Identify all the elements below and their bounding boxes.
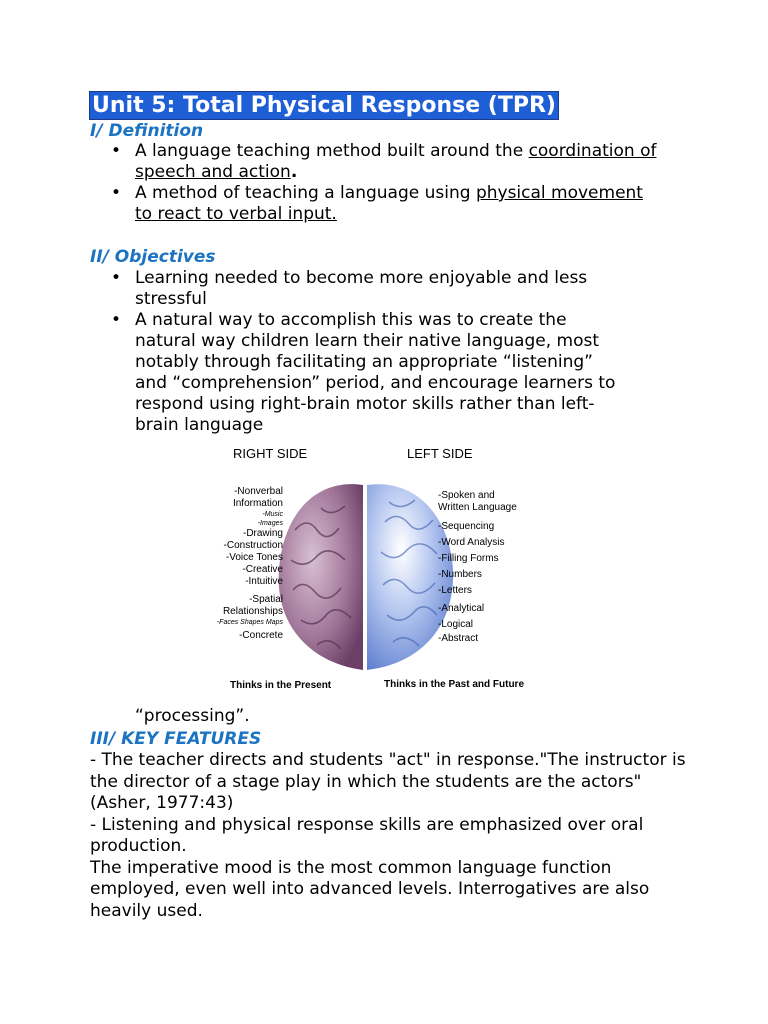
key-features-text [90,750,690,922]
section-heading-key-features: III/ KEY FEATURES [90,729,262,749]
trait-label: -Sequencing [438,521,495,532]
right-side-caption: Thinks in the Present [230,680,332,691]
list-item [90,183,690,225]
trait-label: -Spoken and [438,490,495,501]
item-text: A method of teaching a language using [135,183,476,203]
underlined-text: speech and action [135,162,291,182]
left-side-traits [438,490,543,645]
list-item [90,141,690,183]
trait-label: -Images [257,520,283,527]
definition-list [90,141,690,225]
trait-label: -Intuitive [245,576,283,587]
trait-label: Written Language [438,502,517,513]
trait-label: Information [232,498,283,509]
underlined-text: physical movement [475,183,643,203]
item-text: A language teaching method built around the [135,141,529,161]
left-side-title: LEFT SIDE [407,446,473,461]
trait-label: -Abstract [438,633,479,644]
trait-label: -Letters [438,585,472,596]
objectives-list [90,268,690,436]
page-title: Unit 5: Total Physical Response (TPR) [92,93,556,118]
trait-label: -Concrete [239,630,283,641]
trait-label: -Faces Shapes Maps [216,619,283,626]
left-side-caption: Thinks in the Past and Future [384,679,525,690]
underlined-text: to react to verbal input. [135,204,337,224]
brain-hemispheres-figure [195,430,545,700]
paragraph: - The teacher directs and students "act" in response."The instructor is the director of a stage play in which the students are the actors" (Asher, 1977:43) [90,750,686,813]
section-heading-objectives: II/ Objectives [90,247,216,267]
underlined-text: coordination of [528,141,657,161]
trait-label: -Construction [223,540,283,551]
trait-label: -Analytical [438,603,485,614]
trait-label: -Numbers [438,569,482,580]
trait-label: -Drawing [242,528,283,539]
trait-label: -Voice Tones [225,552,283,563]
paragraph: The imperative mood is the most common language function employed, even well into advanced levels. Interrogatives are also heavily used. [90,857,650,921]
trait-label: -Logical [438,619,474,630]
trait-label: -Spatial [249,594,283,605]
paragraph: - Listening and physical response skills are emphasized over oral production. [90,814,644,856]
trait-label: -Creative [242,564,283,575]
right-side-traits [195,486,283,642]
item-text: . [290,162,298,182]
section-heading-definition: I/ Definition [90,121,204,141]
trait-label: Relationships [222,606,283,617]
trait-label: -Filling Forms [438,553,499,564]
right-side-title: RIGHT SIDE [233,446,308,461]
list-item: • A natural way to accomplish this was to create the natural way children learn their native language, most notably through facilitating an appropriate “listening” and “comprehension” period, and encourage learners to respond using right-brain motor skills rather than left-brain language [90,310,690,436]
list-item: • Learning needed to become more enjoyable and less stressful [90,268,690,310]
trait-label: -Word Analysis [438,537,505,548]
objective-continuation: “processing”. [135,706,250,726]
trait-label: -Music [262,511,283,518]
trait-label: -Nonverbal [234,486,283,497]
